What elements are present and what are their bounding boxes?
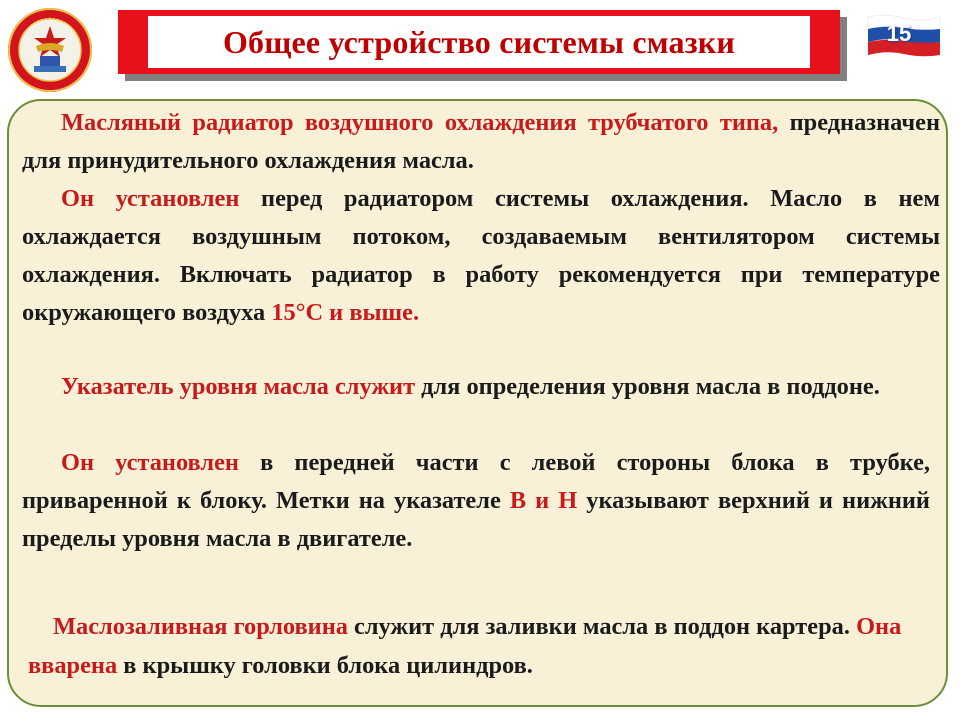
highlight-text-2: Она вварена bbox=[28, 613, 902, 679]
highlight-marks: В и Н bbox=[509, 487, 578, 514]
highlight-text: Масляный радиатор воздушного охлаждения трубчатого типа, bbox=[61, 109, 779, 136]
body-text-tail: в крышку головки блока цилиндров. bbox=[117, 652, 533, 679]
paragraph-oil-filler-neck bbox=[28, 607, 940, 685]
title-frame bbox=[148, 16, 810, 68]
paragraph-oil-radiator bbox=[22, 104, 940, 180]
highlight-text: Маслозаливная горловина bbox=[53, 613, 348, 640]
paragraph-indicator-location bbox=[22, 444, 930, 558]
title-bar bbox=[118, 10, 840, 74]
page-number: 15 bbox=[886, 21, 912, 46]
body-text-tail: указывают верхний и нижний пределы уровня масла в двигателе. bbox=[22, 487, 930, 552]
military-department-emblem-icon bbox=[6, 6, 94, 94]
highlight-text: Указатель уровня масла служит bbox=[61, 373, 416, 400]
body-text: в передней части с левой стороны блока в трубке, приваренной к блоку. Метки на указателе bbox=[22, 449, 931, 514]
highlight-text: Он установлен bbox=[61, 449, 239, 476]
body-text: перед радиатором системы охлаждения. Масло в нем охлаждается воздушным потоком, создаваемым вентилятором системы охлаждения. Включать радиатор в работу рекомендуется при температуре окружающего воздуха bbox=[22, 185, 940, 326]
body-text: служит для заливки масла в поддон картера. bbox=[347, 613, 857, 640]
highlight-text: Он установлен bbox=[61, 185, 240, 212]
paragraph-oil-level-indicator bbox=[22, 368, 930, 406]
body-text: для определения уровня масла в поддоне. bbox=[415, 373, 880, 400]
body-text: предназначен для принудительного охлаждения масла. bbox=[22, 109, 940, 174]
paragraph-radiator-location bbox=[22, 180, 940, 332]
highlight-temperature: 15°С и выше. bbox=[271, 299, 420, 326]
page-title: Общее устройство системы смазки bbox=[222, 23, 736, 60]
